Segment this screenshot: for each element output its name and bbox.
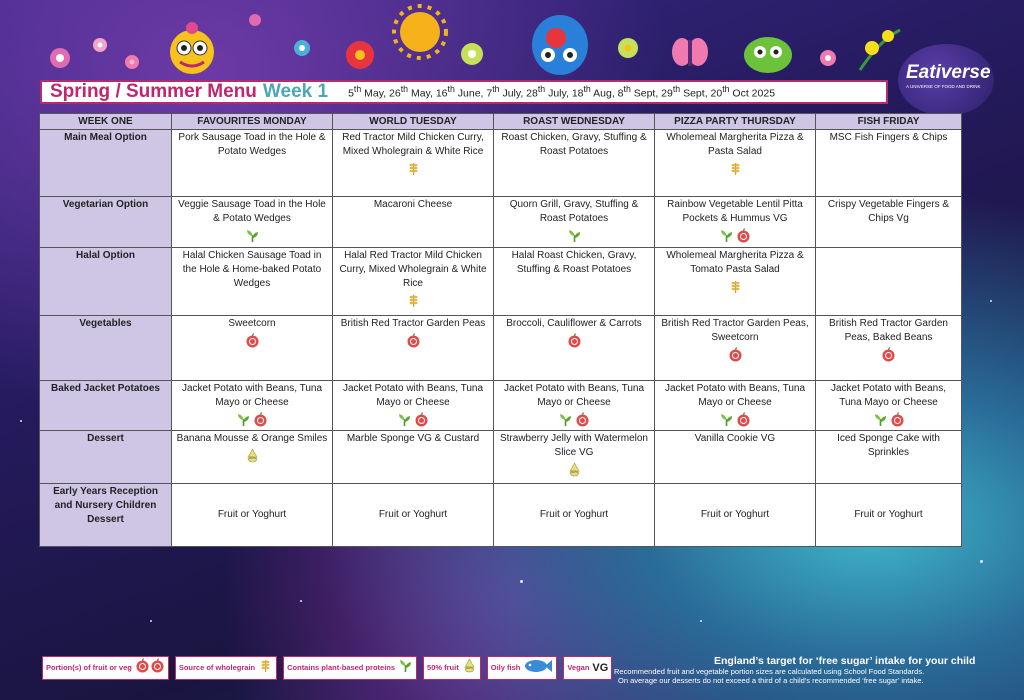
sun-icon — [394, 6, 446, 58]
menu-cell — [333, 484, 494, 547]
dish-text: Red Tractor Mild Chicken Curry, Mixed Wholegrain & White Rice — [342, 132, 484, 157]
dish-text: Wholemeal Margherita Pizza & Pasta Salad — [666, 132, 804, 157]
footer-heading: England’s target for ‘free sugar’ intake for your child — [714, 655, 976, 667]
menu-header-row — [40, 114, 962, 130]
plant-protein-icon — [719, 412, 734, 427]
dish-text: British Red Tractor Garden Peas — [340, 318, 486, 329]
menu-row — [40, 484, 962, 547]
menu-row — [40, 197, 962, 248]
svg-text:50%: 50% — [465, 666, 473, 670]
wheat-icon — [406, 293, 421, 308]
menu-cell — [494, 248, 655, 316]
flower-icon — [346, 41, 374, 69]
legend-item — [283, 656, 417, 680]
dietary-icons — [336, 293, 490, 308]
menu-cell — [333, 431, 494, 484]
menu-title-bar — [40, 80, 888, 104]
menu-week: Week 1 — [262, 81, 329, 102]
dish-text: Fruit or Yoghurt — [378, 509, 448, 520]
dietary-icons — [658, 228, 812, 243]
menu-cell — [172, 316, 333, 381]
menu-dates: 5th May, 26th May, 16th June, 7th July, 28th July, 18th Aug, 8th Sept, 29th Sept, 20th Oct 2025 — [348, 84, 776, 100]
legend-label: Vegan — [567, 663, 590, 672]
menu-row — [40, 381, 962, 431]
plant-protein-icon — [558, 412, 573, 427]
logo-name: Eativerse — [906, 62, 991, 83]
menu-cell — [655, 130, 816, 197]
dish-text: British Red Tractor Garden Peas, Baked Beans — [829, 318, 948, 343]
dish-text: Iced Sponge Cake with Sprinkles — [837, 433, 940, 458]
dish-text: Wholemeal Margherita Pizza & Tomato Pasta Salad — [666, 250, 804, 275]
sparkle — [20, 420, 22, 422]
fruit-veg-icon — [406, 333, 421, 348]
dish-text: Roast Chicken, Gravy, Stuffing & Roast Potatoes — [501, 132, 647, 157]
menu-cell — [172, 248, 333, 316]
sparkle — [980, 560, 983, 563]
menu-cell — [494, 381, 655, 431]
flower-icon — [93, 38, 107, 52]
flower-icon — [125, 55, 139, 69]
half-fruit-icon — [245, 448, 260, 463]
menu-cell — [816, 197, 962, 248]
menu-cell — [172, 130, 333, 197]
logo-tagline: A UNIVERSE OF FOOD AND DRINK — [906, 84, 981, 89]
legend-label: Contains plant-based proteins — [287, 663, 396, 672]
menu-cell — [816, 431, 962, 484]
menu-cell — [494, 431, 655, 484]
dish-text: Jacket Potato with Beans, Tuna Mayo or Cheese — [181, 383, 323, 408]
sparkle — [700, 620, 702, 622]
fruit-veg-icon — [414, 412, 429, 427]
flower-icon — [461, 43, 483, 65]
legend-label: Portion(s) of fruit or veg — [46, 663, 132, 672]
dish-text: Halal Roast Chicken, Gravy, Stuffing & Roast Potatoes — [511, 250, 637, 275]
butterfly-icon — [672, 38, 708, 66]
fruit-veg-icon — [736, 412, 751, 427]
menu-cell — [172, 431, 333, 484]
dish-text: Pork Sausage Toad in the Hole & Potato Wedges — [178, 132, 326, 157]
dietary-icons — [658, 347, 812, 362]
sparkle — [990, 300, 992, 302]
plant-protein-icon — [236, 412, 251, 427]
menu-cell — [816, 381, 962, 431]
menu-cell — [816, 484, 962, 547]
fruit-veg-icon — [135, 658, 150, 673]
menu-cell — [494, 130, 655, 197]
fruit-veg-icon — [890, 412, 905, 427]
flower-icon — [50, 48, 70, 68]
plant-protein-icon — [245, 228, 260, 243]
menu-cell — [333, 381, 494, 431]
dietary-icons — [658, 161, 812, 176]
legend-label: 50% fruit — [427, 663, 459, 672]
plant-protein-icon — [397, 412, 412, 427]
plant-protein-icon — [873, 412, 888, 427]
dietary-icons — [175, 228, 329, 243]
dish-text: Vanilla Cookie VG — [694, 433, 776, 444]
fruit-veg-icon — [736, 228, 751, 243]
fruit-veg-icon — [728, 347, 743, 362]
dietary-icons — [819, 347, 958, 362]
legend-item — [563, 656, 612, 680]
dish-text: MSC Fish Fingers & Chips — [829, 132, 948, 143]
fruit-veg-icon — [575, 412, 590, 427]
row-label: Dessert — [40, 431, 172, 484]
row-label: Early Years Reception and Nursery Children Dessert — [40, 484, 172, 547]
column-header: ROAST WEDNESDAY — [494, 114, 655, 130]
dish-text: Jacket Potato with Beans, Tuna Mayo or Cheese — [342, 383, 484, 408]
fruit-veg-icon — [253, 412, 268, 427]
menu-row — [40, 248, 962, 316]
wheat-icon — [258, 658, 273, 673]
legend-item — [175, 656, 277, 680]
column-header: FISH FRIDAY — [816, 114, 962, 130]
legend-label: Oily fish — [490, 663, 521, 672]
menu-cell — [172, 197, 333, 248]
dish-text: Broccoli, Cauliflower & Carrots — [506, 318, 642, 329]
svg-text:50%: 50% — [570, 470, 578, 474]
row-label: Main Meal Option — [40, 130, 172, 197]
dietary-icons — [658, 412, 812, 427]
dish-text: Banana Mousse & Orange Smiles — [176, 433, 328, 444]
menu-cell — [172, 484, 333, 547]
half-fruit-icon — [567, 462, 582, 477]
legend-item — [423, 656, 481, 680]
menu-cell — [333, 316, 494, 381]
row-label: Baked Jacket Potatoes — [40, 381, 172, 431]
menu-cell — [333, 248, 494, 316]
plant-protein-icon — [719, 228, 734, 243]
row-label: Vegetables — [40, 316, 172, 381]
menu-cell — [494, 197, 655, 248]
dish-text: Halal Chicken Sausage Toad in the Hole & Home-baked Potato Wedges — [182, 250, 322, 289]
dish-text: Sweetcorn — [228, 318, 276, 329]
menu-cell — [494, 316, 655, 381]
dietary-icons — [336, 333, 490, 348]
dish-text: Rainbow Vegetable Lentil Pitta Pockets & Hummus VG — [667, 199, 803, 224]
dish-text: Macaroni Cheese — [373, 199, 453, 210]
menu-row — [40, 316, 962, 381]
column-header: WORLD TUESDAY — [333, 114, 494, 130]
dietary-icons — [819, 412, 958, 427]
dish-text: British Red Tractor Garden Peas, Sweetcorn — [661, 318, 809, 343]
menu-cell — [655, 316, 816, 381]
legend-item — [42, 656, 169, 680]
header-decorations — [0, 0, 1024, 80]
menu-cell — [494, 484, 655, 547]
dietary-icons — [336, 412, 490, 427]
menu-cell — [655, 431, 816, 484]
dietary-icons — [336, 161, 490, 176]
flower-icon — [294, 40, 310, 56]
menu-table — [39, 113, 962, 547]
flower-icon — [618, 38, 638, 58]
dish-text: Halal Red Tractor Mild Chicken Curry, Mixed Wholegrain & White Rice — [339, 250, 487, 289]
flower-icon — [249, 14, 261, 26]
column-header: WEEK ONE — [40, 114, 172, 130]
flower-branch-icon — [860, 30, 900, 70]
menu-cell — [655, 197, 816, 248]
dietary-icons — [658, 279, 812, 294]
menu-cell — [333, 197, 494, 248]
footer-note: Recommended fruit and vegetable portion sizes are calculated using School Food Standards. — [614, 667, 925, 676]
dish-text: Strawberry Jelly with Watermelon Slice VG — [499, 433, 648, 458]
dish-text: Fruit or Yoghurt — [217, 509, 287, 520]
dish-text: Marble Sponge VG & Custard — [346, 433, 480, 444]
wheat-icon — [728, 279, 743, 294]
menu-cell — [655, 248, 816, 316]
fruit-veg-icon — [150, 658, 165, 673]
monster-icon — [170, 22, 214, 74]
fruit-veg-icon — [881, 347, 896, 362]
fruit-veg-icon — [245, 333, 260, 348]
plant-protein-icon — [398, 658, 413, 673]
dietary-icons — [175, 333, 329, 348]
dish-text: Quorn Grill, Gravy, Stuffing & Roast Potatoes — [509, 199, 639, 224]
dish-text: Fruit or Yoghurt — [700, 509, 770, 520]
row-label: Vegetarian Option — [40, 197, 172, 248]
wheat-icon — [406, 161, 421, 176]
sparkle — [300, 600, 302, 602]
dish-text: Jacket Potato with Beans, Tuna Mayo or Cheese — [830, 383, 947, 408]
legend — [42, 656, 612, 680]
dish-text: Jacket Potato with Beans, Tuna Mayo or Cheese — [503, 383, 645, 408]
sparkle — [520, 580, 523, 583]
menu-row — [40, 130, 962, 197]
dish-text: Crispy Vegetable Fingers & Chips Vg — [827, 199, 950, 224]
sparkle — [150, 620, 152, 622]
monster-icon — [744, 37, 792, 73]
svg-text:50%: 50% — [248, 456, 256, 460]
row-label: Halal Option — [40, 248, 172, 316]
menu-row — [40, 431, 962, 484]
dietary-icons — [497, 228, 651, 243]
menu-cell — [655, 381, 816, 431]
column-header: FAVOURITES MONDAY — [172, 114, 333, 130]
menu-cell — [816, 248, 962, 316]
menu-cell — [172, 381, 333, 431]
dietary-icons — [175, 412, 329, 427]
menu-cell — [333, 130, 494, 197]
dish-text: Fruit or Yoghurt — [539, 509, 609, 520]
menu-title: Spring / Summer Menu — [50, 81, 257, 102]
wheat-icon — [728, 161, 743, 176]
dietary-icons — [497, 333, 651, 348]
menu-cell — [655, 484, 816, 547]
legend-item — [487, 656, 558, 680]
half-fruit-icon — [462, 658, 477, 673]
dish-text: Fruit or Yoghurt — [854, 509, 923, 520]
dish-text: Veggie Sausage Toad in the Hole & Potato Wedges — [178, 199, 326, 224]
dish-text: Jacket Potato with Beans, Tuna Mayo or Cheese — [664, 383, 806, 408]
vegan-badge: VG — [592, 662, 609, 674]
footer-note: On average our desserts do not exceed a third of a child’s recommended ‘free sugar’ intake. — [618, 676, 924, 685]
fish-icon — [523, 658, 553, 674]
dietary-icons — [497, 462, 651, 477]
monster-icon — [532, 15, 588, 75]
flower-icon — [820, 50, 836, 66]
menu-cell — [816, 130, 962, 197]
menu-cell — [816, 316, 962, 381]
plant-protein-icon — [567, 228, 582, 243]
dietary-icons — [175, 448, 329, 463]
dietary-icons — [497, 412, 651, 427]
legend-label: Source of wholegrain — [178, 663, 256, 672]
column-header: PIZZA PARTY THURSDAY — [655, 114, 816, 130]
fruit-veg-icon — [567, 333, 582, 348]
